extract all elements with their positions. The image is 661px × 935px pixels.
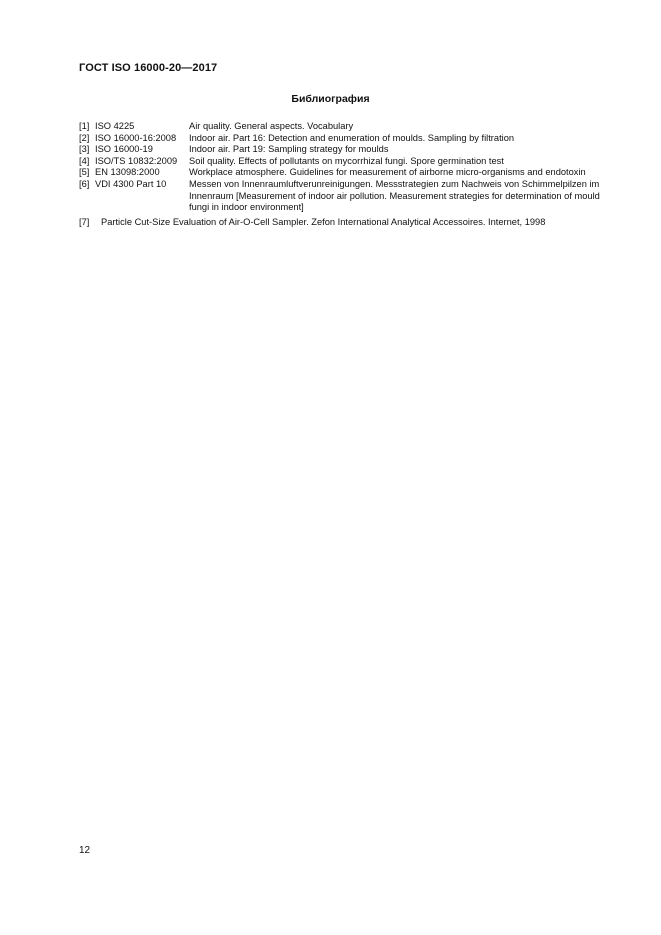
entry-number: [1]	[79, 121, 90, 131]
bibliography-entry-3	[79, 144, 619, 156]
entry-reference: EN 13098:2000	[95, 167, 160, 178]
entry-description: Workplace atmosphere. Guidelines for measurement of airborne micro-organisms and endotoxin	[189, 167, 586, 178]
entry-description: Indoor air. Part 16: Detection and enumeration of moulds. Sampling by filtration	[189, 132, 515, 143]
entry-reference: ISO/TS 10832:2009	[95, 155, 178, 166]
entry-reference: ISO 16000-16:2008	[95, 132, 177, 143]
entry-description: Particle Cut-Size Evaluation of Air-O-Cell Sampler. Zefon International Analytical Accessoires. Internet, 1998	[101, 216, 546, 227]
document-header-id: ГОСТ ISO 16000-20—2017	[79, 62, 218, 74]
entry-description: Indoor air. Part 19: Sampling strategy for moulds	[189, 144, 389, 155]
bibliography-entry-2	[79, 133, 619, 145]
bibliography-entry-1	[79, 121, 619, 133]
bibliography-entry-4	[79, 156, 619, 168]
bibliography-entry-6	[79, 179, 619, 214]
entry-number: [6]	[79, 178, 90, 189]
entry-number: [7]	[79, 216, 90, 227]
entry-description: Messen von Innenraumluftverunreinigungen. Messstrategien zum Nachweis von Schimmelpilzen im Innenraum [Measurement of indoor air pollution. Measurement strategies for determination of mould fungi in indoor environment]	[189, 178, 600, 213]
entry-description: Air quality. General aspects. Vocabulary	[189, 121, 354, 131]
bibliography-list	[79, 121, 619, 228]
entry-number: [5]	[79, 167, 90, 178]
bibliography-entry-5	[79, 167, 619, 179]
entry-number: [2]	[79, 132, 90, 143]
entry-number: [3]	[79, 144, 90, 155]
bibliography-title: Библиография	[291, 93, 370, 105]
entry-number: [4]	[79, 155, 90, 166]
entry-description: Soil quality. Effects of pollutants on mycorrhizal fungi. Spore germination test	[189, 155, 504, 166]
entry-reference: ISO 4225	[95, 121, 135, 131]
entry-reference: ISO 16000-19	[95, 144, 153, 155]
bibliography-entry-7	[79, 217, 619, 229]
entry-reference: VDI 4300 Part 10	[95, 178, 167, 189]
page-number: 12	[79, 845, 91, 856]
